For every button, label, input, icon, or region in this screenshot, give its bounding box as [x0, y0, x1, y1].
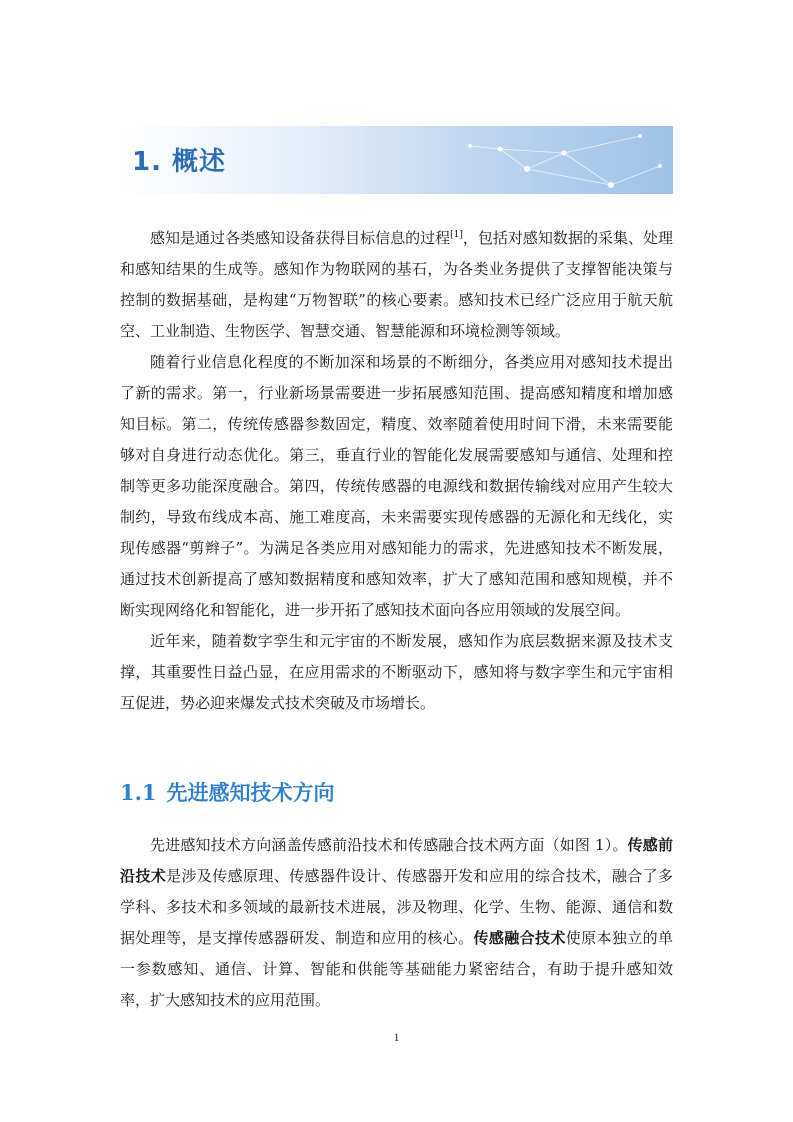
section-number: 1.1	[120, 780, 157, 805]
section-body	[120, 830, 673, 1016]
term-sensing-fusion: 传感融合技术	[473, 929, 566, 947]
intro-paragraph: 感知是通过各类感知设备获得目标信息的过程[1]，包括对感知数据的采集、处理和感知结果的生成等。感知作为物联网的基石，为各类业务提供了支撑智能决策与控制的数据基础，是构建“万物智联”的核心要素。感知技术已经广泛应用于航天航空、工业制造、生物医学、智慧交通、智慧能源和环境检测等领域。	[120, 229, 673, 340]
section-title: 先进感知技术方向	[166, 780, 335, 805]
intro-section	[120, 223, 673, 719]
intro-paragraph: 随着行业信息化程度的不断加深和场景的不断细分，各类应用对感知技术提出了新的需求。第一，行业新场景需要进一步拓展感知范围、提高感知精度和增加感知目标。第二，传统传感器参数固定，精度、效率随着使用时间下滑，未来需要能够对自身进行动态优化。第三，垂直行业的智能化发展需要感知与通信、处理和控制等更多功能深度融合。第四，传统传感器的电源线和数据传输线对应用产生较大制约，导致布线成本高、施工难度高，未来需要实现传感器的无源化和无线化，实现传感器“剪辫子”。为满足各类应用对感知能力的需求，先进感知技术不断发展，通过技术创新提高了感知数据精度和感知效率，扩大了感知范围和感知规模，并不断实现网络化和智能化，进一步开拓了感知技术面向各应用领域的发展空间。	[120, 353, 673, 619]
intro-paragraph: 近年来，随着数字孪生和元宇宙的不断发展，感知作为底层数据来源及技术支撑，其重要性日益凸显，在应用需求的不断驱动下，感知将与数字孪生和元宇宙相互促进，势必迎来爆发式技术突破及市场增长。	[120, 632, 673, 712]
section-paragraph: 先进感知技术方向涵盖传感前沿技术和传感融合技术两方面（如图 1）。传感前沿技术是涉及传感原理、传感器件设计、传感器开发和应用的综合技术，融合了多学科、多技术和多领域的最新技术进展，涉及物理、化学、生物、能源、通信和数据处理等，是支撑传感器研发、制造和应用的核心。传感融合技术使原本独立的单一参数感知、通信、计算、智能和供能等基础能力紧密结合，有助于提升感知效率，扩大感知技术的应用范围。	[120, 836, 673, 1009]
section-heading	[120, 777, 335, 807]
page-number: 1	[393, 1030, 400, 1044]
term-sensing-frontier: 传感前沿技术	[120, 836, 673, 885]
citation-ref[interactable]: [1]	[450, 230, 463, 240]
chapter-title: 1. 概述	[132, 147, 227, 177]
